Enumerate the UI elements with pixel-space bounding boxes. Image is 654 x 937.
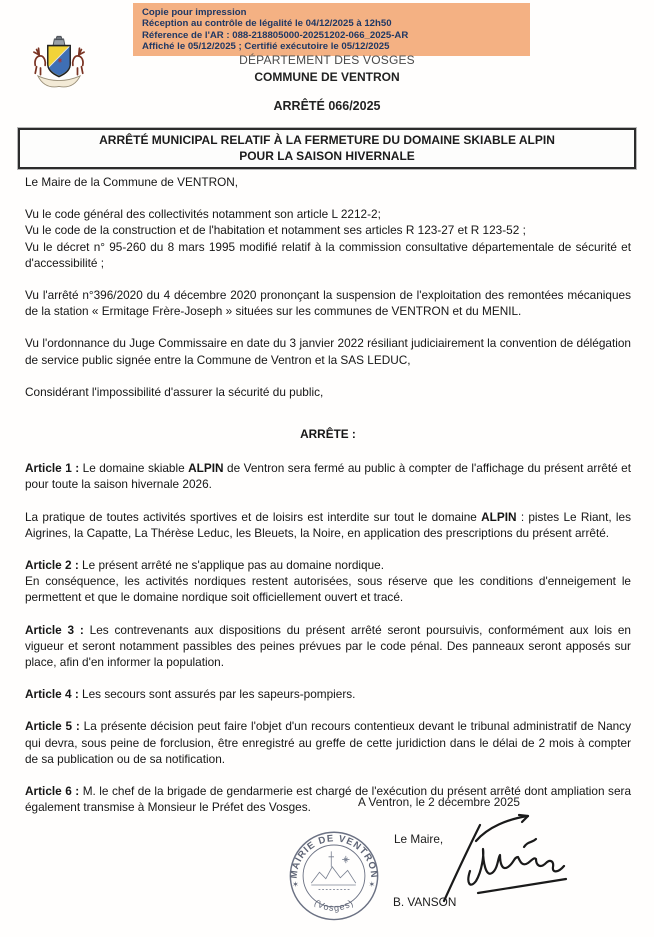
signature-icon (426, 811, 606, 903)
svg-text:MAIRIE DE VENTRON (289, 833, 380, 879)
article-1 (25, 460, 631, 492)
mayor-signature (426, 811, 606, 908)
article-4 (25, 686, 631, 702)
salutation: Le Maire de la Commune de VENTRON, (25, 175, 239, 189)
article-text: Les secours sont assurés par les sapeurs-pompiers. (78, 687, 356, 702)
article-label: Article 6 : (25, 784, 80, 799)
seal-star-icon: ✶ (292, 879, 300, 889)
svg-text:(Vosges) (313, 897, 356, 912)
department-name: DÉPARTEMENT DES VOSGES (239, 53, 415, 67)
article-text: Le présent arrêté ne s'applique pas au domaine nordique. (78, 558, 385, 573)
article-text: La pratique de toutes activités sportives et de loisirs est interdite sur tout le domaine (25, 509, 482, 524)
article-label: Article 5 : (25, 719, 80, 734)
decree-title-line-1: ARRÊTÉ MUNICIPAL RELATIF À LA FERMETURE DU DOMAINE SKIABLE ALPIN (99, 133, 555, 147)
article-text: M. le chef de la brigade de gendarmerie est chargé de l'exécution du présent arrêté dont ampliation sera également transmise à Monsieur le Préfet des Vosges. (25, 784, 631, 815)
article-text-bold: ALPIN (481, 509, 517, 524)
article-label: Article 4 : (25, 687, 79, 702)
document-header (0, 53, 654, 84)
place-date: A Ventron, le 2 décembre 2025 (358, 795, 520, 809)
article-text-bold: ALPIN (188, 461, 224, 476)
decree-title-line-2: POUR LA SAISON HIVERNALE (239, 148, 415, 163)
article-text: de Ventron sera fermé au public à compter de l'affichage du présent arrêté et pour toute la saison hivernale 2026. (25, 461, 631, 492)
article-1-practice (25, 509, 631, 541)
considerant: Considérant l'impossibilité d'assurer la sécurité du public, (25, 384, 324, 399)
recitals-block (25, 206, 631, 271)
article-text: : pistes Le Riant, les Aigrines, la Capatte, La Thérèse Leduc, les Bleuets, la Noire, en application des prescriptions du présent arrêté. (25, 509, 631, 540)
recital: Vu le décret n° 95-260 du 8 mars 1995 modifié relatif à la commission consultative départementale de sécurité et d'accessibilité ; (25, 239, 631, 270)
article-2 (25, 557, 631, 573)
stamp-line: Affiché le 05/12/2025 ; Certifié exécutoire le 05/12/2025 (142, 40, 390, 52)
article-3 (25, 622, 631, 671)
decree-body (25, 174, 631, 831)
recital-ordonnance: Vu l'ordonnance du Juge Commissaire en date du 3 janvier 2022 résiliant judiciairement la convention de délégation de service public signée entre la Commune de Ventron et la SAS LEDUC, (25, 336, 631, 367)
arrete-heading: ARRÊTE : (300, 427, 356, 442)
legality-stamp-box (133, 3, 530, 56)
seal-top-text: MAIRIE DE VENTRON (288, 833, 380, 880)
seal-center-illustration (311, 851, 356, 889)
municipal-seal (284, 821, 384, 934)
stamp-line: Réference de l'AR : 088-218805000-20251202-066_2025-AR (142, 29, 409, 41)
signatory-name: B. VANSON (393, 895, 457, 909)
seal-star-icon: ✶ (368, 879, 376, 889)
stamp-line: Réception au contrôle de légalité le 04/12/2025 à 12h50 (142, 18, 392, 30)
article-2-continued: En conséquence, les activités nordiques restent autorisées, sous réserve que les conditions d'enneigement le permettent et que le domaine nordique soit officiellement ouvert et tracé. (25, 574, 631, 605)
signature-block (0, 793, 654, 937)
seal-bottom-text: (Vosges) (312, 897, 356, 913)
article-text: Le domaine skiable (79, 461, 189, 476)
article-5 (25, 718, 631, 767)
decree-number: ARRÊTÉ 066/2025 (273, 99, 381, 113)
recital-arrete-2020: Vu l'arrêté n°396/2020 du 4 décembre 2020 prononçant la suspension de l'exploitation des remontées mécaniques de la station « Ermitage Frère-Joseph » situées sur les communes de VENTRON et du MENIL. (25, 288, 631, 319)
municipal-seal-icon (284, 821, 384, 929)
recital: Vu le code de la construction et de l'habitation et notamment ses articles R 123-27 et R 123-52 ; (25, 223, 526, 238)
article-text: Les contrevenants aux dispositions du présent arrêté seront poursuivis, conformément aux lois en vigueur et seront notamment passibles des peines prévues par le code pénal. Des panneaux seront apposés sur place, afin d'en informer la population. (25, 622, 631, 670)
article-text: La présente décision peut faire l'objet d'un recours contentieux devant le tribunal administratif de Nancy qui devra, sous peine de forclusion, être enregistré au greffe de cette juridiction dans le délai de 2 mois à compter de sa publication ou de sa notification. (25, 719, 631, 766)
commune-name: COMMUNE DE VENTRON (254, 70, 400, 84)
mayor-title: Le Maire, (394, 832, 444, 846)
article-label: Article 2 : (25, 558, 79, 573)
decree-title-box (18, 128, 636, 169)
stamp-line: Copie pour impression (142, 7, 247, 18)
recital: Vu le code général des collectivités notamment son article L 2212-2; (25, 207, 381, 222)
article-label: Article 1 : (25, 461, 80, 476)
article-label: Article 3 : (25, 622, 84, 637)
